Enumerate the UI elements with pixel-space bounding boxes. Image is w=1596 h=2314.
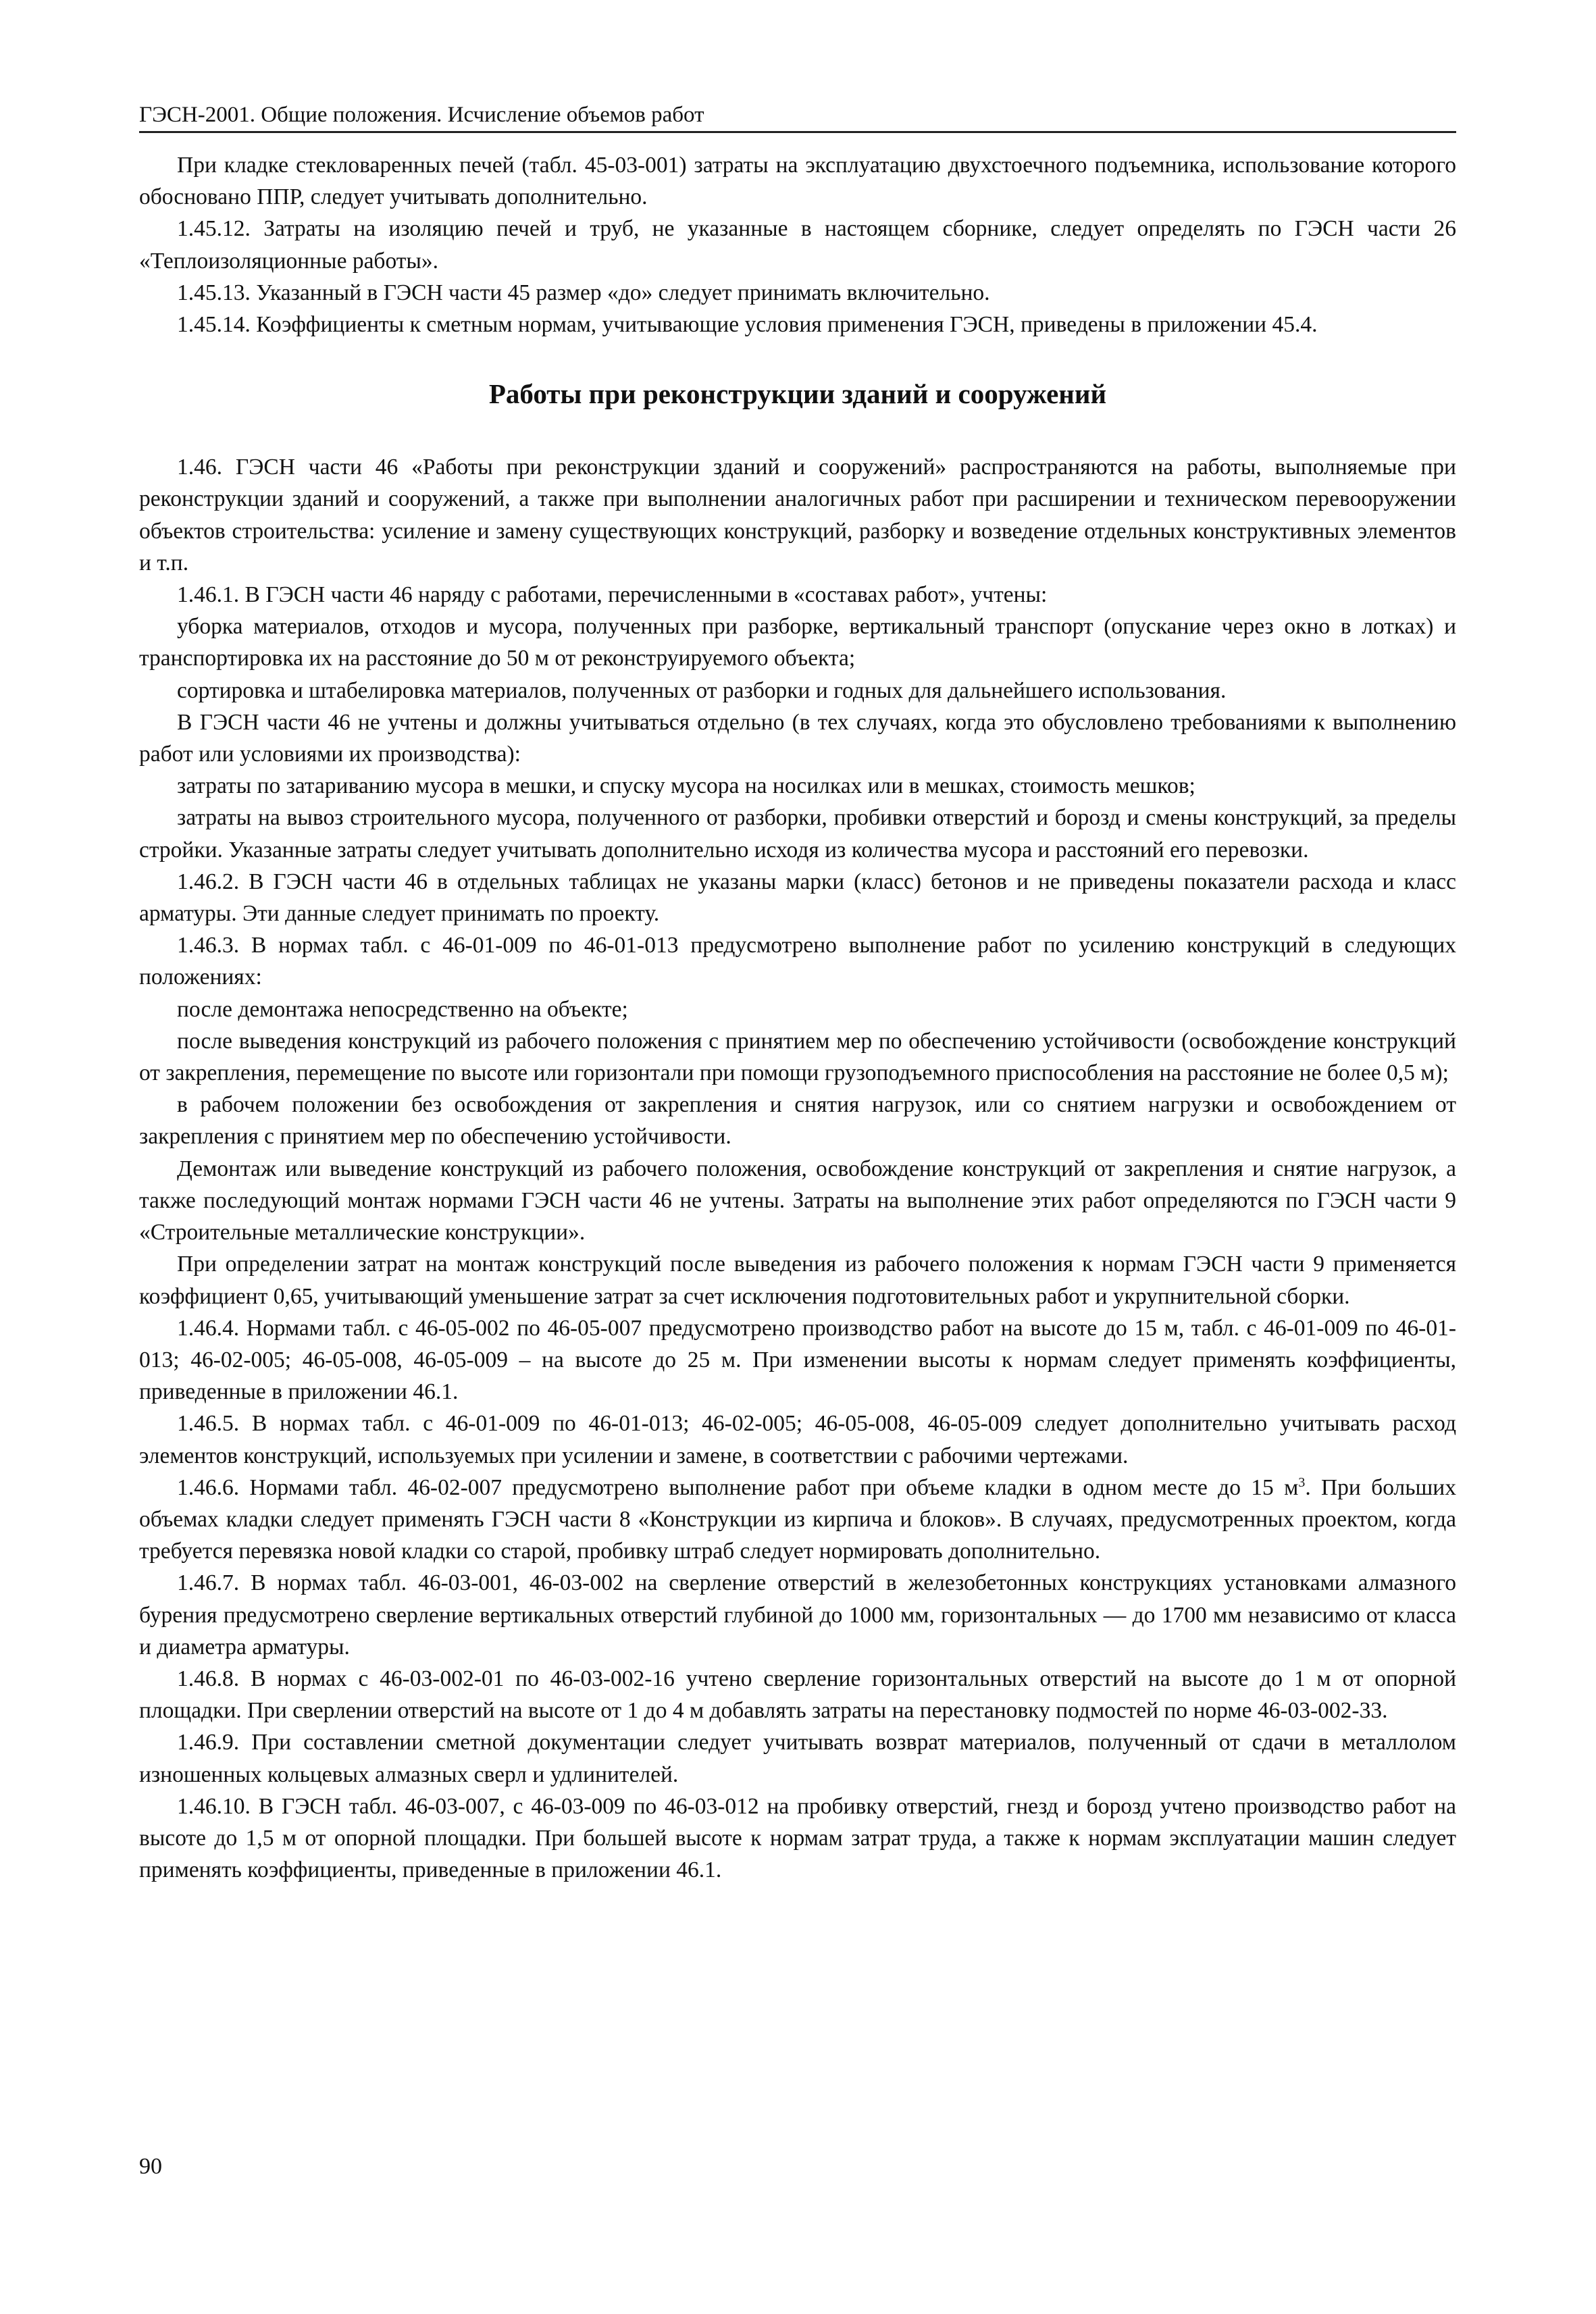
paragraph: [139, 1472, 1456, 1568]
paragraph-part: . При больших объемах кладки следует применять ГЭСН части 8 «Конструкции из кирпича и блоков». В случаях, предусмотренных проектом, когда требуется перевязка новой кладки со старой, пробивку штраб следует нормировать дополнительно.: [139, 1474, 1456, 1564]
paragraph: 1.46.10. В ГЭСН табл. 46-03-007, с 46-03-009 по 46-03-012 на пробивку отверстий, гнезд и борозд учтено производство работ на высоте до 1,5 м от опорной площадки. При большей высоте к нормам затрат труда, а также к нормам эксплуатации машин следует применять коэффициенты, приведенные в приложении 46.1.: [139, 1793, 1456, 1883]
paragraph: 1.46.9. При составлении сметной документации следует учитывать возврат материалов, полученный от сдачи в металлолом изношенных кольцевых алмазных сверл и удлинителей.: [139, 1730, 1456, 1787]
paragraph: 1.46.7. В нормах табл. 46-03-001, 46-03-002 на сверление отверстий в железобетонных конструкциях установками алмазного бурения предусмотрено сверление вертикальных отверстий глубиной до 1000 мм, горизонтальных — до 1700 мм независимо от класса и диаметра арматуры.: [139, 1570, 1456, 1660]
paragraph: 1.46. ГЭСН части 46 «Работы при реконструкции зданий и сооружений» распространяются на работы, выполняемые при реконструкции зданий и сооружений, а также при выполнении аналогичных работ при расширении и техническом перевооружении объектов строительства: усиление и замену существующих конструкций, разборку и возведение отдельных конструктивных элементов и т.п.: [139, 455, 1456, 575]
paragraph: в рабочем положении без освобождения от закрепления и снятия нагрузок, или со снятием нагрузки и освобождением от закрепления с принятием мер по обеспечению устойчивости.: [139, 1092, 1456, 1150]
paragraph: затраты на вывоз строительного мусора, полученного от разборки, пробивки отверстий и борозд и смены конструкций, за пределы стройки. Указанные затраты следует учитывать дополнительно исходя из количества мусора и расстояний его перевозки.: [139, 805, 1456, 863]
paragraph: после демонтажа непосредственно на объекте;: [177, 996, 628, 1022]
paragraph: 1.46.1. В ГЭСН части 46 наряду с работами, перечисленными в «составах работ», учтены:: [177, 582, 1048, 608]
paragraph: сортировка и штабелировка материалов, полученных от разборки и годных для дальнейшего использования.: [177, 677, 1227, 703]
paragraph: после выведения конструкций из рабочего положения с принятием мер по обеспечению устойчивости (освобождение конструкций от закрепления, перемещение по высоте или горизонтали при помощи грузоподъемного приспособления на расстояние не более 0,5 м);: [139, 1028, 1456, 1086]
paragraph: При кладке стекловаренных печей (табл. 45-03-001) затраты на эксплуатацию двухстоечного подъемника, использование которого обосновано ППР, следует учитывать дополнительно.: [139, 153, 1456, 210]
body-text-section-45: [139, 149, 1456, 340]
section-title: Работы при реконструкции зданий и сооружений: [488, 378, 1107, 410]
paragraph-part: 1.46.6. Нормами табл. 46-02-007 предусмотрено выполнение работ при объеме кладки в одном месте до 15 м: [177, 1474, 1299, 1500]
paragraph: 1.46.4. Нормами табл. с 46-05-002 по 46-05-007 предусмотрено производство работ на высоте до 15 м, табл. с 46-01-009 по 46-01-013; 46-02-005; 46-05-008, 46-05-009 – на высоте до 25 м. При изменении высоты к нормам следует применять коэффициенты, приведенные в приложении 46.1.: [139, 1315, 1456, 1405]
paragraph: 1.45.12. Затраты на изоляцию печей и труб, не указанные в настоящем сборнике, следует определять по ГЭСН части 26 «Теплоизоляционные работы».: [139, 216, 1456, 274]
document-page: [139, 101, 1456, 1886]
paragraph: затраты по затариванию мусора в мешки, и спуску мусора на носилках или в мешках, стоимость мешков;: [177, 773, 1195, 799]
paragraph: 1.45.13. Указанный в ГЭСН части 45 размер «до» следует принимать включительно.: [177, 280, 990, 305]
running-header: ГЭСН-2001. Общие положения. Исчисление объемов работ: [139, 101, 1456, 133]
page-number: 90: [139, 2154, 162, 2179]
paragraph: 1.46.2. В ГЭСН части 46 в отдельных таблицах не указаны марки (класс) бетонов и не приведены показатели расхода и класс арматуры. Эти данные следует принимать по проекту.: [139, 869, 1456, 927]
paragraph: В ГЭСН части 46 не учтены и должны учитываться отдельно (в тех случаях, когда это обусловлено требованиями к выполнению работ или условиями их производства):: [139, 709, 1456, 767]
body-text-section-46: [139, 451, 1456, 1886]
paragraph: Демонтаж или выведение конструкций из рабочего положения, освобождение конструкций от закрепления и снятие нагрузок, а также последующий монтаж нормами ГЭСН части 46 не учтены. Затраты на выполнение этих работ определяются по ГЭСН части 9 «Строительные металлические конструкции».: [139, 1156, 1456, 1245]
paragraph: 1.46.8. В нормах с 46-03-002-01 по 46-03-002-16 учтено сверление горизонтальных отверстий на высоте до 1 м от опорной площадки. При сверлении отверстий на высоте от 1 до 4 м добавлять затраты на перестановку подмостей по норме 46-03-002-33.: [139, 1666, 1456, 1724]
paragraph: 1.46.3. В нормах табл. с 46-01-009 по 46-01-013 предусмотрено выполнение работ по усилению конструкций в следующих положениях:: [139, 933, 1456, 990]
paragraph: 1.46.5. В нормах табл. с 46-01-009 по 46-01-013; 46-02-005; 46-05-008, 46-05-009 следует дополнительно учитывать расход элементов конструкций, используемых при усилении и замене, в соответствии с рабочими чертежами.: [139, 1411, 1456, 1468]
superscript: 3: [1298, 1474, 1306, 1490]
paragraph: уборка материалов, отходов и мусора, полученных при разборке, вертикальный транспорт (опускание через окно в лотках) и транспортировка их на расстояние до 50 м от реконструируемого объекта;: [139, 614, 1456, 671]
paragraph: При определении затрат на монтаж конструкций после выведения из рабочего положения к нормам ГЭСН части 9 применяется коэффициент 0,65, учитывающий уменьшение затрат за счет исключения подготовительных работ и укрупнительной сборки.: [139, 1252, 1456, 1309]
paragraph: 1.45.14. Коэффициенты к сметным нормам, учитывающие условия применения ГЭСН, приведены в приложении 45.4.: [177, 312, 1318, 338]
